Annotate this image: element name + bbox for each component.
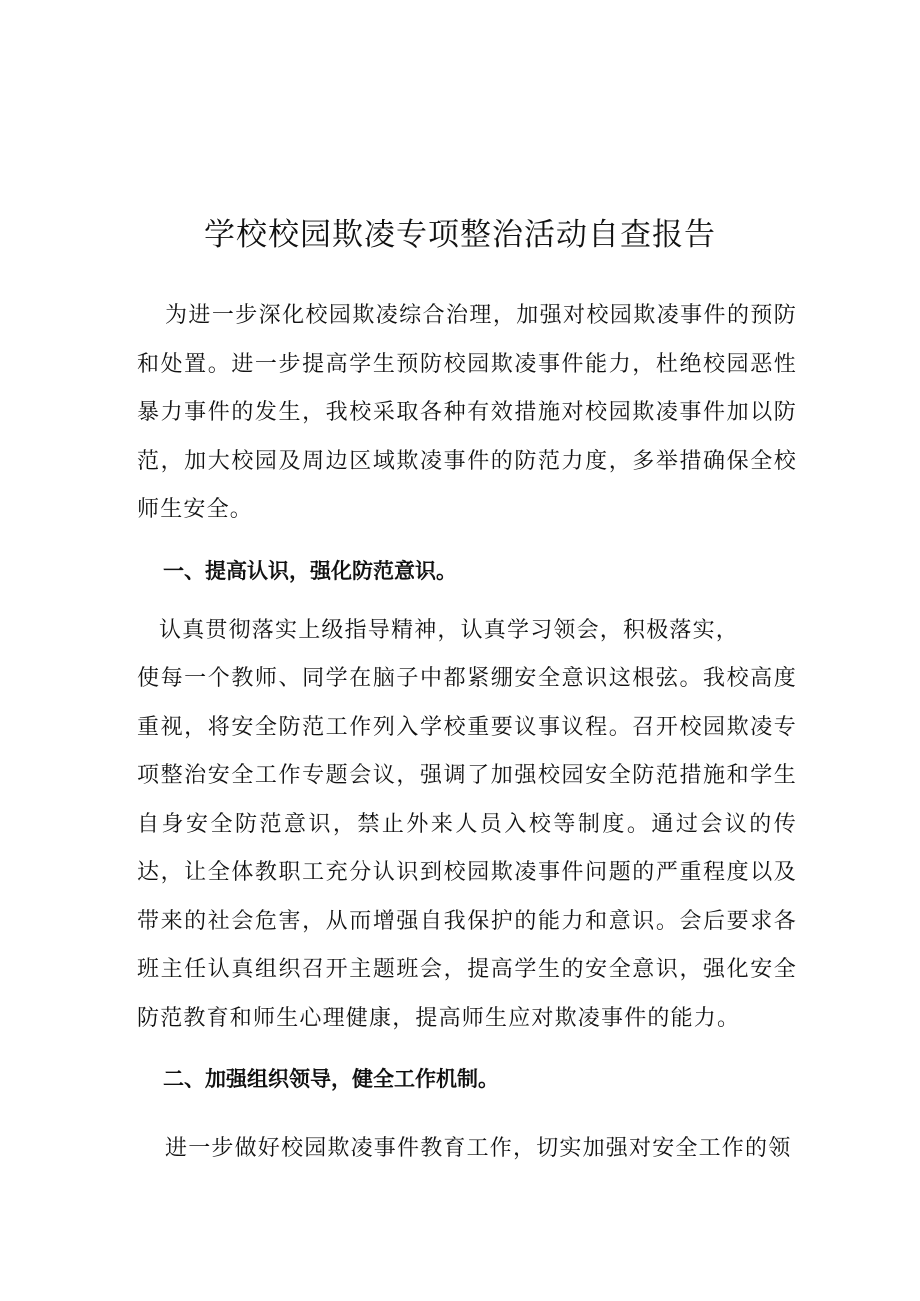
intro-paragraph: 为进一步深化校园欺凌综合治理，加强对校园欺凌事件的预防和处置。进一步提高学生预防校园欺凌事件能力，杜绝校园恶性暴力事件的发生，我校采取各种有效措施对校园欺凌事件加以防范，加大校园及周边区域欺凌事件的防范力度，多举措确保全校师生安全。 xyxy=(137,303,797,522)
section-1-rest: 使每一个教师、同学在脑子中都紧绷安全意识这根弦。我校高度重视，将安全防范工作列入学校重要议事议程。召开校园欺凌专项整治安全工作专题会议，强调了加强校园安全防范措施和学生自身安全防范意识，禁止外来人员入校等制度。通过会议的传达，让全体教职工充分认识到校园欺凌事件问题的严重程度以及带来的社会危害，从而增强自我保护的能力和意识。会后要求各班主任认真组织召开主题班会，提高学生的安全意识，强化安全防范教育和师生心理健康，提高师生应对欺凌事件的能力。 xyxy=(137,666,797,1031)
section-2-heading: 二、加强组织领导，健全工作机制。 xyxy=(163,1067,499,1091)
section-1-paragraph xyxy=(137,607,797,1044)
document-body xyxy=(137,292,797,1174)
spacer xyxy=(137,1043,797,1055)
section-1-heading: 一、提高认识，强化防范意识。 xyxy=(163,558,457,583)
spacer xyxy=(137,1103,797,1125)
section-2-paragraph: 进一步做好校园欺凌事件教育工作，切实加强对安全工作的领 xyxy=(165,1136,792,1161)
section-1-first-line: 认真贯彻落实上级指导精神，认真学习领会，积极落实， xyxy=(159,617,740,643)
spacer xyxy=(137,535,797,547)
spacer xyxy=(137,595,797,607)
document-title: 学校校园欺凌专项整治活动自查报告 xyxy=(204,217,716,253)
